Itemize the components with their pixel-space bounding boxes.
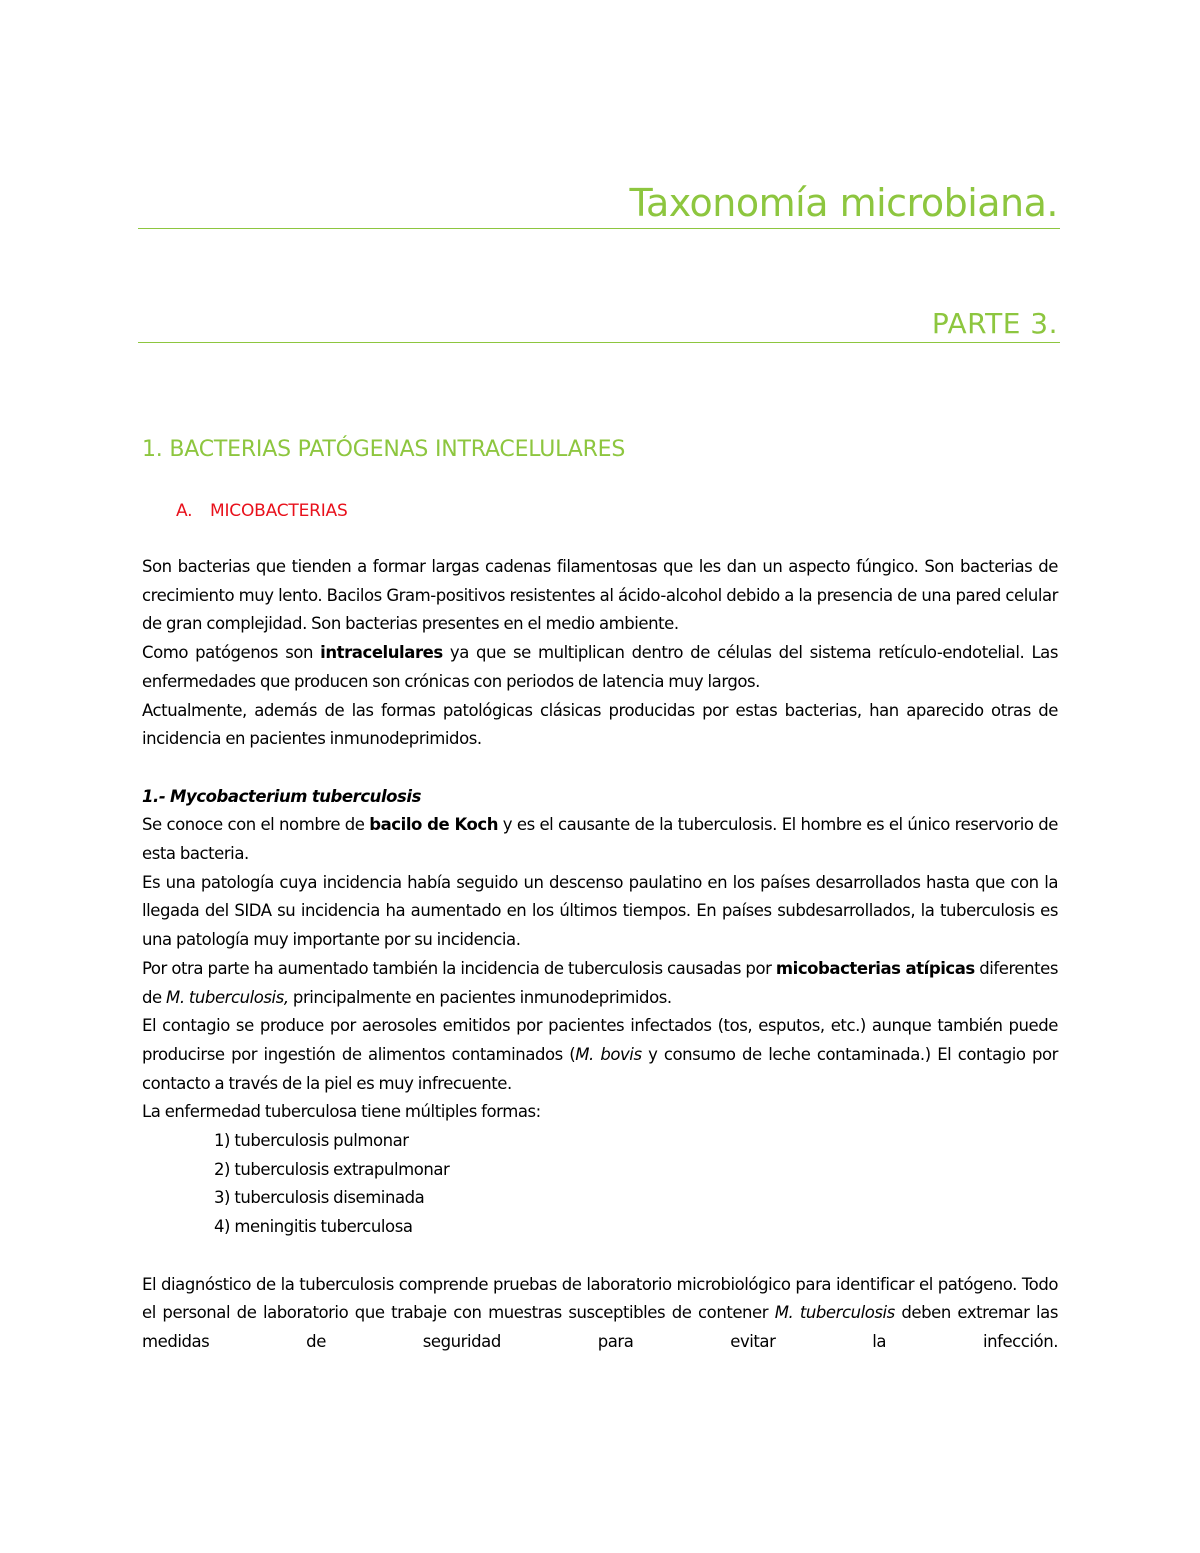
section-heading: 1. BACTERIAS PATÓGENAS INTRACELULARES [142, 437, 626, 462]
koch-term: bacilo de Koch [369, 815, 499, 835]
title-rule [138, 228, 1060, 229]
intro-paragraph-1: Son bacterias que tienden a formar largas cadenas filamentosas que les dan un aspecto fúngico. Son bacterias de crecimiento muy lento. Bacilos Gram-positivos resistentes al ácido-alcohol debido a la presencia de una pared celular de gran complejidad. Son bacterias presentes en el medio ambiente. [142, 557, 1058, 634]
tb-paragraph-3: Por otra parte ha aumentado también la incidencia de tuberculosis causadas por micobacterias atípicas diferentes de M. tuberculosis, principalmente en pacientes inmunodeprimidos. [142, 958, 1059, 1007]
atypical-term: micobacterias atípicas [775, 958, 975, 978]
intro-paragraph-2: Como patógenos son intracelulares ya que se multiplican dentro de células del sistema retículo-endotelial. Las enfermedades que producen son crónicas con periodos de latencia muy largos. [142, 643, 1058, 691]
intracellular-term: intracelulares [320, 643, 443, 663]
tb-paragraph-5: La enfermedad tuberculosa tiene múltiples formas: [142, 1102, 541, 1122]
tb-paragraph-4: El contagio se produce por aerosoles emitidos por pacientes infectados (tos, esputos, etc.) aunque también puede producirse por ingestión de alimentos contaminados (M. bovis y consumo de leche contaminada.) El contagio por contacto a través de la piel es muy infrecuente. [142, 1016, 1059, 1093]
tb-species-name: Mycobacterium tuberculosis [170, 786, 422, 806]
subsection-title: MICOBACTERIAS [210, 501, 348, 521]
tb-forms-list [142, 1127, 1058, 1242]
tb-paragraph-1: Se conoce con el nombre de bacilo de Koch y es el causante de la tuberculosis. El hombre es el único reservorio de esta bacteria. [142, 815, 1058, 864]
diagnosis-paragraph: El diagnóstico de la tuberculosis comprende pruebas de laboratorio microbiológico para identificar el patógeno. Todo el personal de laboratorio que trabaje con muestras susceptibles de contener M. tuberculosis deben extremar las medidas de seguridad para evitar la infección. [142, 1274, 1058, 1351]
subsection-heading [176, 498, 348, 524]
list-item: 1) tuberculosis pulmonar [214, 1131, 409, 1151]
subsection-number: A. [176, 501, 193, 521]
intro-paragraph-3: Actualmente, además de las formas patológicas clásicas producidas por estas bacterias, han aparecido otras de incidencia en pacientes inmunodeprimidos. [142, 700, 1058, 749]
tb-heading: 1.- Mycobacterium tuberculosis [142, 786, 422, 806]
list-item: 4) meningitis tuberculosa [214, 1217, 413, 1237]
list-item: 3) tuberculosis diseminada [214, 1188, 425, 1208]
document-body [142, 553, 1058, 1357]
part-label: PARTE 3. [931, 307, 1058, 340]
part-rule [138, 342, 1060, 343]
tb-paragraph-2: Es una patología cuya incidencia había seguido un descenso paulatino en los países desarrollados hasta que con la llegada del SIDA su incidencia ha aumentado en los últimos tiempos. En países subdesarrollados, la tuberculosis es una patología muy importante por su incidencia. [142, 872, 1058, 950]
list-item: 2) tuberculosis extrapulmonar [214, 1159, 450, 1179]
document-title: Taxonomía microbiana. [629, 181, 1058, 225]
